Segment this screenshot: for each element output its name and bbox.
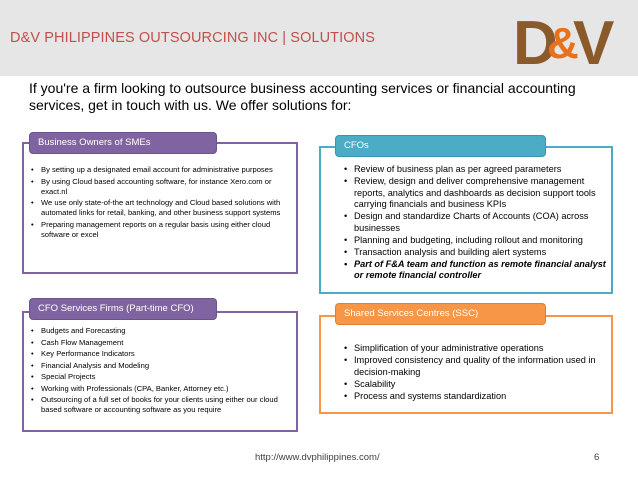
ssc-tab: Shared Services Centres (SSC) — [335, 303, 546, 325]
cfo-services-tab: CFO Services Firms (Part-time CFO) — [29, 298, 217, 320]
footer-url[interactable]: http://www.dvphilippines.com/ — [255, 452, 380, 463]
list-item: • Simplification of your administrative operations — [344, 343, 606, 355]
smes-list — [31, 165, 289, 241]
list-item: • Improved consistency and quality of the information used in decision-making — [344, 355, 606, 378]
cfos-tab: CFOs — [335, 135, 546, 157]
svg-text:V: V — [573, 9, 615, 70]
list-item: • Design and standardize Charts of Accounts (COA) across businesses — [344, 211, 606, 234]
list-item-emphasis: • Part of F&A team and function as remote financial analyst or remote financial controller — [344, 259, 606, 282]
list-item: • Key Performance Indicators — [31, 349, 293, 359]
slide-header — [0, 0, 638, 76]
cfo-services-list — [31, 326, 293, 417]
list-item: • Scalability — [344, 379, 606, 391]
slide-title: D&V PHILIPPINES OUTSOURCING INC | SOLUTIONS — [10, 30, 375, 46]
ssc-list — [344, 343, 606, 403]
list-item: • Transaction analysis and building alert systems — [344, 247, 606, 259]
list-item: • Planning and budgeting, including rollout and monitoring — [344, 235, 606, 247]
list-item: • Working with Professionals (CPA, Banker, Attorney etc.) — [31, 384, 293, 394]
list-item: • By setting up a designated email account for administrative purposes — [31, 165, 289, 175]
svg-text:D: D — [513, 9, 552, 70]
list-item: • Review, design and deliver comprehensive management reports, analytics and dashboards as decision support tools carrying financials and business KPIs — [344, 176, 606, 211]
list-item: • Process and systems standardization — [344, 391, 606, 403]
page-number: 6 — [594, 452, 600, 463]
list-item: • Review of business plan as per agreed parameters — [344, 164, 606, 176]
svg-text:&: & — [547, 19, 579, 68]
list-item: • Special Projects — [31, 372, 293, 382]
intro-text: If you're a firm looking to outsource business accounting services or financial accounting services, get in touch with us. We offer solutions for: — [29, 80, 576, 113]
list-item: • Budgets and Forecasting — [31, 326, 293, 336]
list-item: • Cash Flow Management — [31, 338, 293, 348]
smes-tab: Business Owners of SMEs — [29, 132, 217, 154]
list-item: • By using Cloud based accounting software, for instance Xero.com or exact.nl — [31, 177, 289, 197]
list-item: • Outsourcing of a full set of books for your clients using either our cloud based software or accounting software as you require — [31, 395, 293, 415]
dv-logo — [511, 8, 623, 70]
list-item: • We use only state-of-the art technology and Cloud based solutions with automated links for retail, banking, and other business support systems — [31, 198, 289, 218]
cfos-list — [344, 164, 606, 282]
list-item: • Preparing management reports on a regular basis using either cloud software or excel — [31, 220, 289, 240]
list-item: • Financial Analysis and Modeling — [31, 361, 293, 371]
